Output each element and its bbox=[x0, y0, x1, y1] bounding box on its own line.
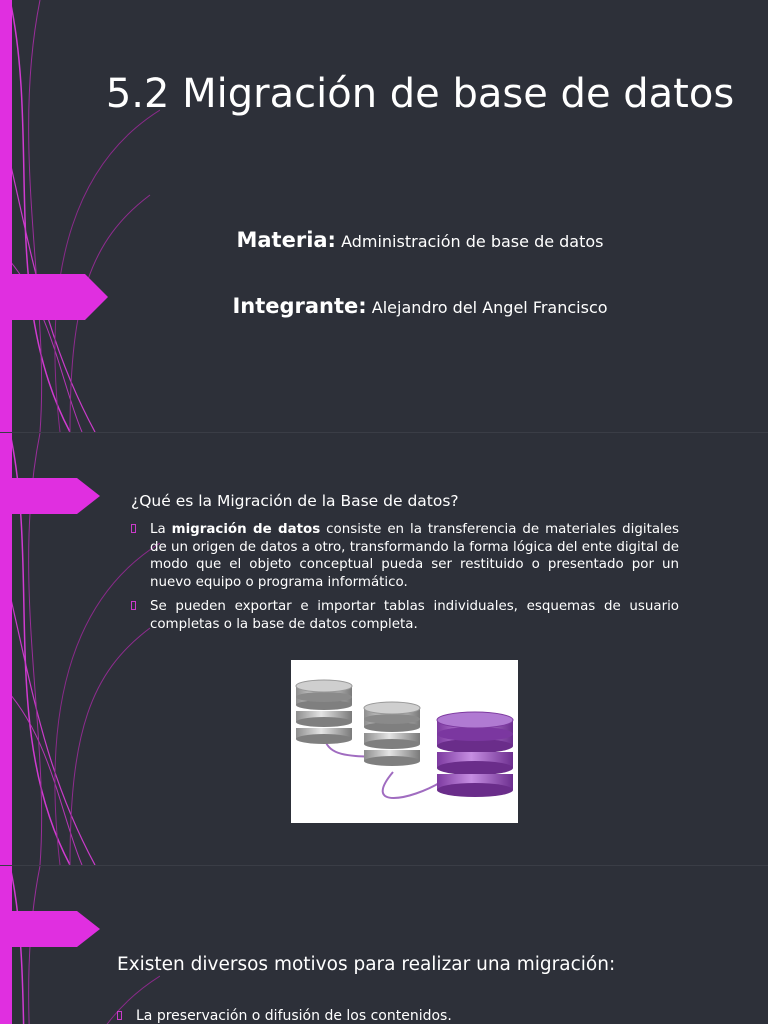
integrante-label: Integrante: bbox=[232, 294, 367, 318]
definition-heading: ¿Qué es la Migración de la Base de datos? bbox=[131, 492, 459, 510]
bullet-square-icon bbox=[117, 1011, 122, 1020]
list-item: Se pueden exportar e importar tablas individuales, esquemas de usuario completas o la base de datos completa. bbox=[131, 598, 679, 633]
list-item: La preservación o difusión de los contenidos. bbox=[117, 1008, 717, 1024]
bold-term: migración de datos bbox=[171, 522, 321, 537]
database-cylinder-icon bbox=[291, 660, 518, 823]
arrow-tab-shape bbox=[0, 478, 100, 514]
bullet-square-icon bbox=[131, 601, 136, 610]
slide-motives bbox=[0, 866, 768, 1024]
slide-title-text: 5.2 Migración de base de datos bbox=[105, 71, 735, 117]
decorative-curves bbox=[0, 866, 160, 1024]
slide-title bbox=[0, 0, 768, 432]
integrante-line bbox=[100, 294, 740, 318]
definition-bullet-list bbox=[131, 521, 679, 640]
motives-heading: Existen diversos motivos para realizar una migración: bbox=[117, 954, 616, 975]
integrante-value: Alejandro del Angel Francisco bbox=[371, 298, 608, 317]
database-migration-image bbox=[291, 660, 518, 823]
list-item: La migración de datos consiste en la transferencia de materiales digitales de un origen de datos a otro, transformando la forma lógica del ente digital de modo que el objeto conceptual pueda ser restituido o presentado por un nuevo equipo o programa informático. bbox=[131, 521, 679, 591]
decorative-curves bbox=[0, 0, 160, 432]
materia-label: Materia: bbox=[236, 228, 336, 252]
slide-definition bbox=[0, 433, 768, 865]
bullet-square-icon bbox=[131, 524, 136, 533]
materia-value: Administración de base de datos bbox=[341, 232, 604, 251]
arrow-tab-shape bbox=[0, 274, 108, 320]
motives-bullet-list bbox=[117, 1008, 717, 1024]
materia-line bbox=[100, 228, 740, 252]
arrow-tab-shape bbox=[0, 911, 100, 947]
